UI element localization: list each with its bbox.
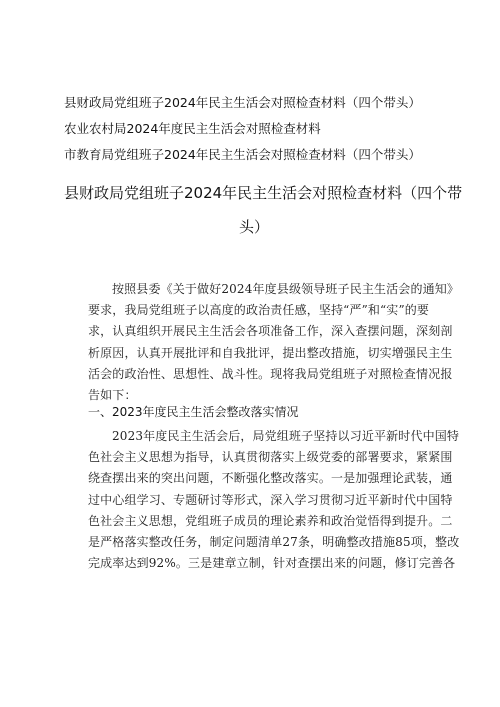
paragraph-line: 按照县委《关于做好2024年度县级领导班子民主生活会的通知》 — [112, 282, 460, 296]
toc-item: 农业农村局2024年度民主生活会对照检查材料 — [64, 121, 321, 136]
paragraph-line: 2023年度民主生活会后，局党组班子坚持以习近平新时代中国特 — [112, 429, 460, 443]
paragraph-line: 色社会主义思想为指导，认真贯彻落实上级党委的部署要求，紧紧围 — [88, 450, 453, 465]
paragraph-line: 要求，我局党组班子以高度的政治责任感，坚持“严”和“实”的要 — [88, 303, 430, 318]
paragraph-line: 活会的政治性、思想性、战斗性。现将我局党组班子对照检查情况报 — [88, 366, 453, 381]
paragraph-line: 绕查摆出来的突出问题，不断强化整改落实。一是加强理论武装，通 — [88, 471, 453, 486]
paragraph-line: 完成率达到92%。三是建章立制，针对查摆出来的问题，修订完善各 — [88, 556, 456, 571]
paragraph-line: 色社会主义思想，党组班子成员的理论素养和政治觉悟得到提升。二 — [88, 513, 453, 528]
table-of-contents — [64, 90, 484, 168]
section-paragraph — [88, 426, 460, 574]
toc-item: 县财政局党组班子2024年民主生活会对照检查材料（四个带头） — [64, 95, 421, 110]
document-title — [64, 176, 463, 244]
paragraph-line: 过中心组学习、专题研讨等形式，深入学习贯彻习近平新时代中国特 — [88, 492, 453, 507]
section-heading: 一、2023年度民主生活会整改落实情况 — [88, 405, 299, 419]
title-line: 头） — [238, 218, 269, 236]
toc-item: 市教育局党组班子2024年民主生活会对照检查材料（四个带头） — [64, 147, 421, 162]
paragraph-line: 是严格落实整改任务，制定问题清单27条，明确整改措施85项，整改 — [88, 535, 460, 550]
intro-paragraph — [88, 279, 460, 406]
paragraph-line: 求，认真组织开展民主生活会各项准备工作，深入查摆问题，深刻剖 — [88, 324, 453, 339]
paragraph-line: 析原因，认真开展批评和自我批评，提出整改措施，切实增强民主生 — [88, 345, 453, 360]
paragraph-line: 告如下： — [88, 388, 137, 403]
title-line: 县财政局党组班子2024年民主生活会对照检查材料（四个带 — [64, 184, 463, 202]
